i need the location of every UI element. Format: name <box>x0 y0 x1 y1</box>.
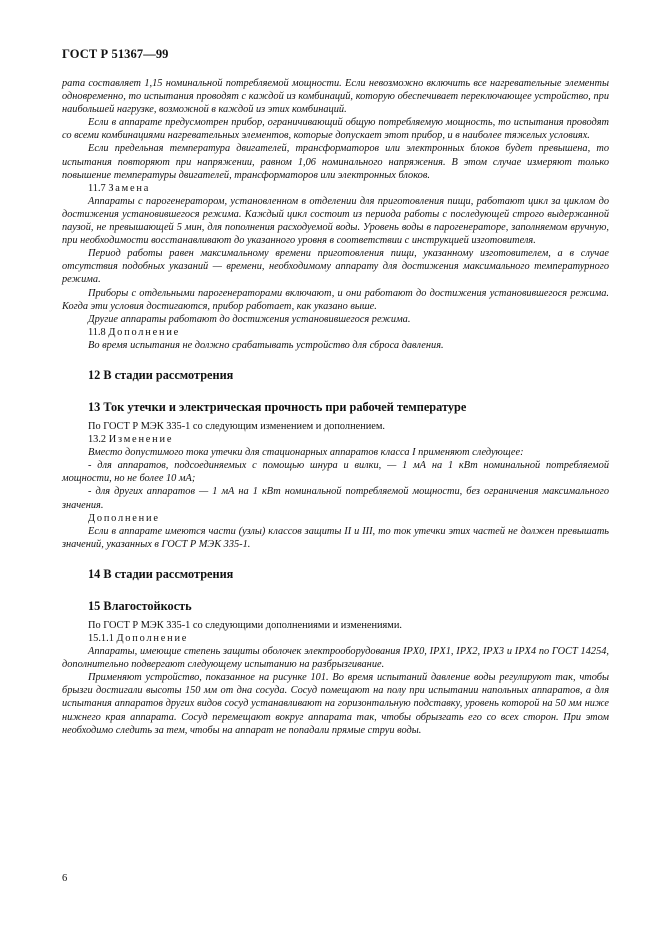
subsection-11-7 <box>62 182 609 195</box>
addition-label-block <box>62 512 609 525</box>
subsection-label: Дополнение <box>116 633 189 644</box>
paragraph-p7: Другие аппараты работают до достижения установившегося режима. <box>88 313 411 325</box>
section-heading-13: 13 Ток утечки и электрическая прочность при рабочей температуре <box>88 399 467 414</box>
paragraph-p3: Если предельная температура двигателей, трансформаторов или электронных блоков будет превышена, то испытания повторяют при напряжении, равном 1,06 номинального напряжения. В этом случае измеряют только повышение температуры двигателей, трансформаторов или электронных блоков. <box>62 143 609 181</box>
paragraph-p8: Во время испытания не должно срабатывать устройство для сброса давления. <box>88 339 444 351</box>
page-number: 6 <box>62 873 68 884</box>
paragraph-p10: Вместо допустимого тока утечки для стационарных аппаратов класса I применяют следующее: <box>88 447 524 459</box>
paragraph-p12: - для других аппаратов — 1 мА на 1 кВт номинальной потребляемой мощности, без ограничения максимального значения. <box>62 486 609 511</box>
paragraph-p14: По ГОСТ Р МЭК 335-1 со следующими дополнениями и изменениями. <box>88 619 402 631</box>
subsection-number: 15.1.1 <box>88 633 114 644</box>
paragraph-p4: Аппараты с парогенератором, установленном в отделении для приготовления пищи, работают цикл за циклом до достижения установившегося режима. Каждый цикл состоит из периода работы с последующей строго выдержанной паузой, не превышающей 5 мин, для пополнения расходуемой воды. Уровень воды в парогенераторе, заполняемом вручную, при необходимости восстанавливают до указанного уровня в соответствии с инструкцией изготовителя. <box>62 195 609 247</box>
subsection-label: Дополнение <box>108 326 181 338</box>
addition-label: Дополнение <box>88 512 160 524</box>
paragraph-p2: Если в аппарате предусмотрен прибор, ограничивающий общую потребляемую мощность, то испытания проводят со всеми комбинациями нагревательных элементов, которые допускает этот прибор, и в наиболее тяжелых условиях. <box>62 117 609 142</box>
subsection-number: 11.7 <box>88 182 106 194</box>
subsection-15-1-1 <box>62 632 609 645</box>
page-content <box>62 77 609 737</box>
section-heading-15: 15 Влагостойкость <box>88 598 192 613</box>
paragraph-p5: Период работы равен максимальному времени приготовления пищи, указанному изготовителем, а в случае отсутствия подобных указаний — времени, необходимому аппарату для достижения максимального температурного режима. <box>62 248 609 286</box>
subsection-label: Замена <box>108 182 151 194</box>
subsection-label: Изменение <box>108 434 174 446</box>
section-heading-14: 14 В стадии рассмотрения <box>88 566 234 581</box>
paragraph-p1: рата составляет 1,15 номинальной потребляемой мощности. Если невозможно включить все нагревательные элементы одновременно, то испытания проводят с каждой из комбинаций, которую обеспечивает переключающее устройство, при наибольшей нагрузке, возможной в каждой из этих комбинаций. <box>62 78 609 116</box>
paragraph-p15: Аппараты, имеющие степень защиты оболочек электрооборудования IPX0, IPX1, IPX2, IPX3 и IPX4 по ГОСТ 14254, дополнительно подвергают следующему испытанию на разбрызгивание. <box>62 646 609 671</box>
subsection-number: 11.8 <box>88 326 106 338</box>
paragraph-p9: По ГОСТ Р МЭК 335-1 со следующим изменением и дополнением. <box>88 420 386 432</box>
section-heading-12: 12 В стадии рассмотрения <box>88 367 234 382</box>
subsection-13-2 <box>62 433 609 446</box>
subsection-11-8 <box>62 326 609 339</box>
paragraph-p16: Применяют устройство, показанное на рисунке 101. Во время испытаний давление воды регулируют так, чтобы брызги достигали высоты 150 мм от дна сосуда. Сосуд помещают на полу при испытании напольных аппаратов, а для испытания аппаратов других видов сосуд устанавливают на горизонтальную подставку, уровень которой на 50 мм ниже нижнего края аппарата. Сосуд перемещают вокруг аппарата так, чтобы обрызгать его со всех сторон. При этом необходимо следить за тем, чтобы на аппарат не попадали прямые струи воды. <box>62 672 609 736</box>
paragraph-p13: Если в аппарате имеются части (узлы) классов защиты II и III, то ток утечки этих частей не должен превышать значений, указанных в ГОСТ Р МЭК 335-1. <box>62 525 609 550</box>
paragraph-p6: Приборы с отдельными парогенераторами включают, и они работают до достижения установившегося режима. Когда эти условия достигаются, прибор работает, как указано выше. <box>62 287 609 312</box>
paragraph-p11: - для аппаратов, подсоединяемых с помощью шнура и вилки, — 1 мА на 1 кВт номинальной потребляемой мощности, но не более 10 мА; <box>62 460 609 485</box>
subsection-number: 13.2 <box>88 434 107 446</box>
page-header: ГОСТ Р 51367—99 <box>62 47 169 61</box>
